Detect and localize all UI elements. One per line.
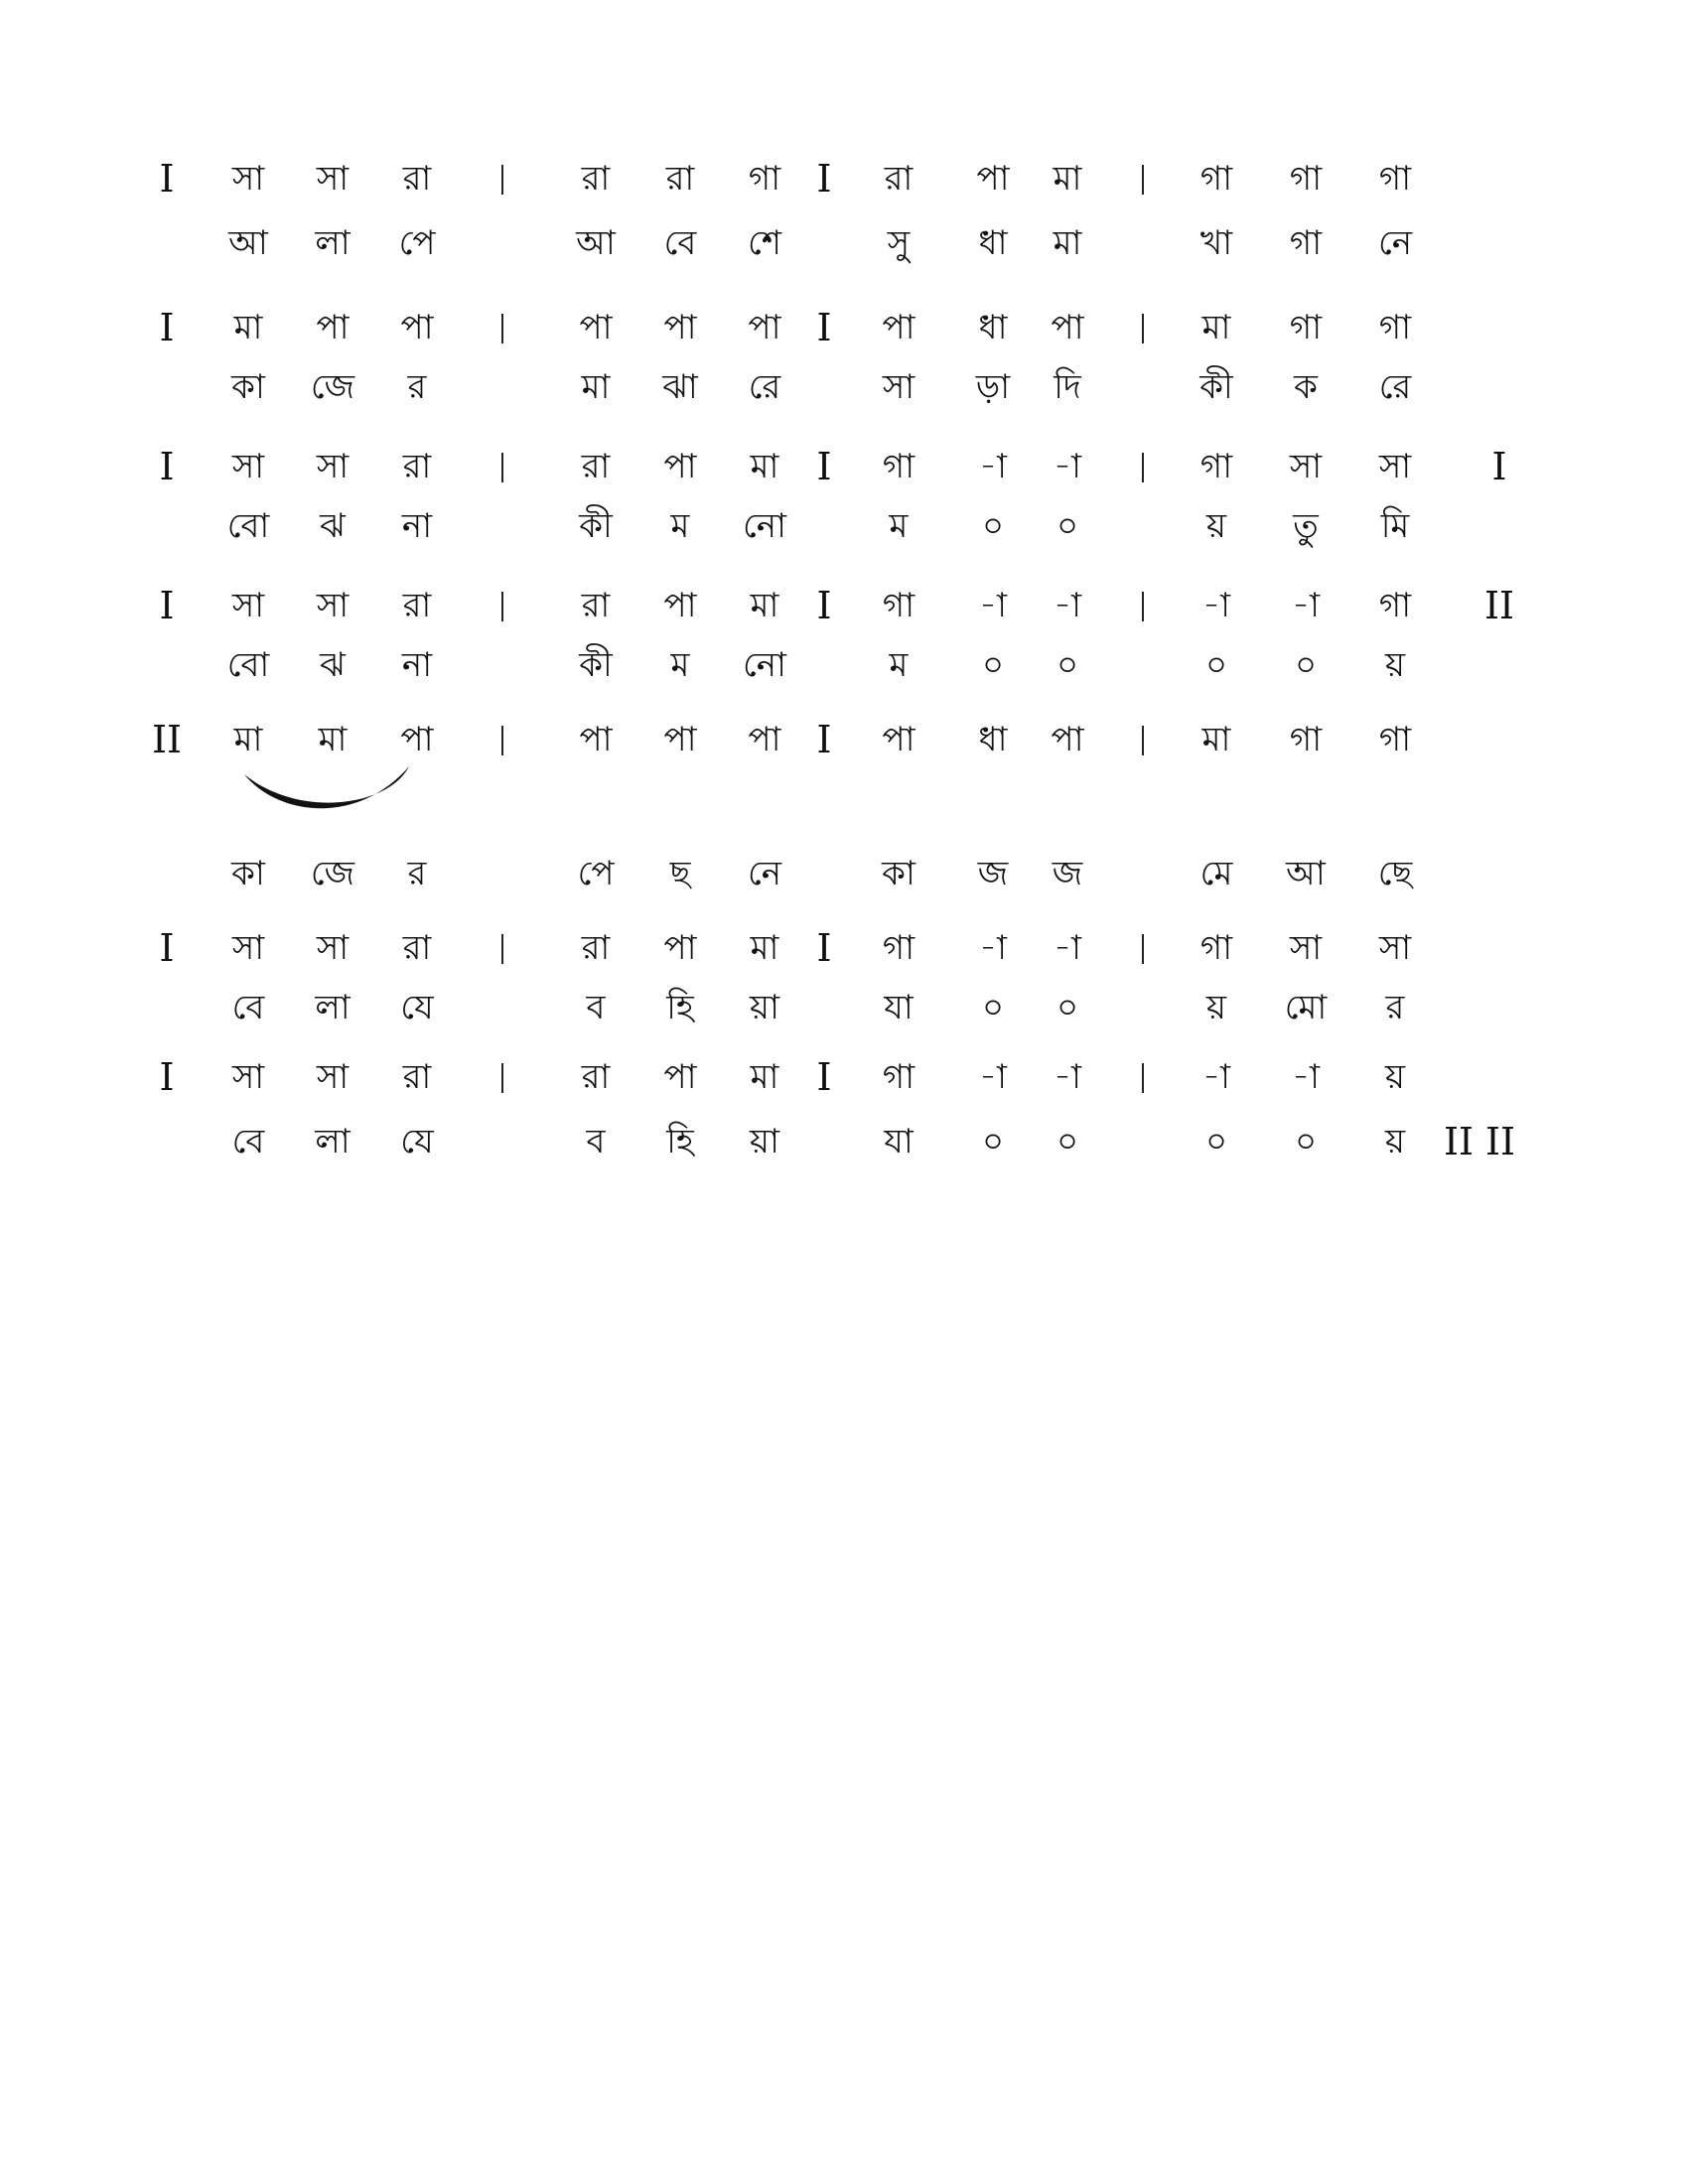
lyric-syllable: ০ bbox=[1204, 645, 1228, 685]
lyric-syllable: যা bbox=[884, 1122, 914, 1161]
swara-note: গা bbox=[1378, 720, 1412, 759]
row-start-mark: I bbox=[159, 157, 175, 201]
lyric-syllable: রে bbox=[1378, 367, 1412, 407]
lyric-syllable: হি bbox=[666, 1122, 694, 1161]
swara-note: রা bbox=[581, 586, 611, 625]
swara-note: পা bbox=[976, 159, 1010, 199]
swara-note: রা bbox=[581, 1057, 611, 1097]
lyric-syllable: য় bbox=[1205, 506, 1227, 546]
lyric-syllable: জ bbox=[977, 854, 1009, 893]
swara-note: রা bbox=[884, 159, 914, 199]
bar-line bbox=[1142, 934, 1144, 964]
lyric-syllable: য় bbox=[1384, 1122, 1406, 1161]
swara-note: মা bbox=[1053, 159, 1082, 199]
section-mark: I bbox=[816, 306, 832, 349]
lyric-syllable: ০ bbox=[1055, 988, 1079, 1027]
swara-note: পা bbox=[663, 586, 697, 625]
bar-line bbox=[1142, 453, 1144, 482]
lyric-syllable: কা bbox=[231, 854, 265, 893]
lyric-syllable: ০ bbox=[1294, 1122, 1318, 1161]
lyric-syllable: শে bbox=[748, 223, 781, 263]
lyric-syllable: মি bbox=[1380, 506, 1410, 546]
lyric-syllable: নো bbox=[743, 645, 786, 685]
swara-note: মা bbox=[1201, 308, 1231, 347]
swara-note: সা bbox=[316, 159, 350, 199]
lyric-syllable: ছ bbox=[669, 854, 691, 893]
lyric-syllable: ০ bbox=[981, 645, 1005, 685]
swara-line bbox=[0, 918, 1688, 978]
lyric-syllable: না bbox=[401, 506, 433, 546]
lyric-line bbox=[0, 635, 1688, 695]
swara-note: সা bbox=[316, 447, 350, 486]
bar-line bbox=[501, 934, 503, 964]
lyric-syllable: য়া bbox=[750, 1122, 779, 1161]
swara-note: সা bbox=[316, 928, 350, 968]
lyric-syllable: ০ bbox=[1055, 645, 1079, 685]
lyric-syllable: ব bbox=[586, 1122, 606, 1161]
lyric-syllable: য় bbox=[1384, 645, 1406, 685]
swara-note: মা bbox=[233, 308, 263, 347]
swara-note: ধা bbox=[978, 308, 1008, 347]
swara-note: গা bbox=[1199, 928, 1233, 968]
lyric-syllable: ০ bbox=[981, 1122, 1005, 1161]
swara-note: রা bbox=[402, 447, 432, 486]
lyric-syllable: ম bbox=[889, 645, 909, 685]
swara-note: -া bbox=[979, 447, 1007, 486]
lyric-syllable: লা bbox=[315, 223, 351, 263]
section-mark: I bbox=[816, 157, 832, 201]
row-start-mark: I bbox=[159, 306, 175, 349]
swara-note: ধা bbox=[978, 720, 1008, 759]
swara-note: -া bbox=[1054, 447, 1081, 486]
swara-note: পা bbox=[1051, 720, 1084, 759]
swara-note: পা bbox=[663, 928, 697, 968]
swara-note: গা bbox=[882, 1057, 915, 1097]
swara-note: রা bbox=[402, 928, 432, 968]
lyric-syllable: ০ bbox=[1204, 1122, 1228, 1161]
swara-note: গা bbox=[748, 159, 781, 199]
swara-note: গা bbox=[1199, 447, 1233, 486]
swara-note: -া bbox=[1054, 928, 1081, 968]
lyric-syllable: বো bbox=[226, 506, 270, 546]
swara-note: পা bbox=[663, 447, 697, 486]
swara-line bbox=[0, 1047, 1688, 1107]
lyric-syllable: নে bbox=[747, 854, 782, 893]
swara-note: গা bbox=[1378, 159, 1412, 199]
lyric-syllable: কী bbox=[579, 506, 613, 546]
swara-note: পা bbox=[579, 308, 613, 347]
bar-line bbox=[501, 592, 503, 621]
lyric-line bbox=[0, 978, 1688, 1037]
lyric-syllable: নো bbox=[743, 506, 786, 546]
swara-note: গা bbox=[1289, 720, 1323, 759]
lyric-syllable: কা bbox=[231, 367, 265, 407]
lyric-syllable: না bbox=[401, 645, 433, 685]
swara-note: -া bbox=[979, 586, 1007, 625]
swara-note: -া bbox=[979, 1057, 1007, 1097]
swara-note: সা bbox=[316, 1057, 350, 1097]
lyric-syllable: সু bbox=[887, 223, 911, 263]
lyric-line bbox=[0, 1112, 1688, 1171]
lyric-syllable: ক bbox=[1294, 367, 1318, 407]
lyric-syllable: আ bbox=[576, 223, 616, 263]
lyric-syllable: কী bbox=[579, 645, 613, 685]
lyric-syllable: য় bbox=[1205, 988, 1227, 1027]
swara-line bbox=[0, 437, 1688, 496]
swara-note: পা bbox=[579, 720, 613, 759]
swara-note: রা bbox=[402, 586, 432, 625]
lyric-syllable: ছে bbox=[1377, 854, 1413, 893]
swara-note: রা bbox=[581, 159, 611, 199]
swara-note: সা bbox=[231, 586, 265, 625]
swara-note: -া bbox=[1292, 586, 1320, 625]
lyric-syllable: ঝা bbox=[662, 367, 698, 407]
lyric-syllable: বে bbox=[231, 1122, 265, 1161]
lyric-syllable: কী bbox=[1199, 367, 1233, 407]
swara-line bbox=[0, 710, 1688, 769]
row-start-mark: I bbox=[159, 926, 175, 970]
swara-note: গা bbox=[1378, 308, 1412, 347]
lyric-syllable: জে bbox=[310, 854, 355, 893]
lyric-syllable: র bbox=[407, 854, 427, 893]
lyric-syllable: সা bbox=[882, 367, 915, 407]
swara-note: পা bbox=[663, 308, 697, 347]
lyric-syllable: জে bbox=[310, 367, 355, 407]
lyric-syllable: যে bbox=[400, 988, 434, 1027]
lyric-syllable: খা bbox=[1199, 223, 1233, 263]
row-end-mark: II bbox=[1483, 584, 1515, 627]
lyric-syllable: আ bbox=[1286, 854, 1326, 893]
lyric-syllable: ম bbox=[889, 506, 909, 546]
swara-line bbox=[0, 298, 1688, 357]
lyric-syllable: ০ bbox=[981, 506, 1005, 546]
lyric-syllable: গা bbox=[1289, 223, 1323, 263]
bar-line bbox=[501, 726, 503, 755]
row-start-mark: II bbox=[151, 718, 183, 761]
swara-note: রা bbox=[402, 1057, 432, 1097]
lyric-syllable: লা bbox=[315, 1122, 351, 1161]
lyric-syllable: মে bbox=[1199, 854, 1233, 893]
swara-note: পা bbox=[400, 720, 434, 759]
lyric-syllable: ম bbox=[670, 645, 690, 685]
bar-line bbox=[1142, 314, 1144, 343]
swara-note: মা bbox=[750, 586, 779, 625]
lyric-syllable: র bbox=[1385, 988, 1405, 1027]
row-start-mark: I bbox=[159, 445, 175, 488]
swara-note: পা bbox=[882, 720, 915, 759]
swara-note: মা bbox=[750, 447, 779, 486]
swara-note: পা bbox=[1051, 308, 1084, 347]
bar-line bbox=[1142, 726, 1144, 755]
lyric-syllable: জ bbox=[1052, 854, 1083, 893]
lyric-line bbox=[0, 496, 1688, 556]
swara-note: সা bbox=[1289, 928, 1323, 968]
swara-note: গা bbox=[882, 586, 915, 625]
lyric-syllable: হি bbox=[666, 988, 694, 1027]
swara-note: মা bbox=[750, 1057, 779, 1097]
lyric-line bbox=[0, 357, 1688, 417]
swara-note: য় bbox=[1384, 1057, 1406, 1097]
lyric-syllable: রে bbox=[748, 367, 781, 407]
swara-note: -া bbox=[1054, 586, 1081, 625]
row-start-mark: I bbox=[159, 1055, 175, 1099]
bar-line bbox=[501, 1063, 503, 1093]
swara-note: মা bbox=[318, 720, 348, 759]
lyric-syllable: মো bbox=[1284, 988, 1328, 1027]
lyric-syllable: ০ bbox=[1055, 506, 1079, 546]
lyric-syllable: যে bbox=[400, 1122, 434, 1161]
swara-note: পা bbox=[882, 308, 915, 347]
section-mark: I bbox=[816, 1055, 832, 1099]
swara-note: -া bbox=[1202, 586, 1230, 625]
swara-line bbox=[0, 149, 1688, 208]
swara-note: সা bbox=[231, 447, 265, 486]
lyric-syllable: ধা bbox=[978, 223, 1008, 263]
row-end-mark: I bbox=[1491, 445, 1507, 488]
lyric-syllable: ঝ bbox=[320, 645, 346, 685]
swara-note: গা bbox=[1289, 159, 1323, 199]
swara-note: সা bbox=[231, 1057, 265, 1097]
swara-note: পা bbox=[663, 720, 697, 759]
swara-note: -া bbox=[1054, 1057, 1081, 1097]
bar-line bbox=[501, 314, 503, 343]
lyric-syllable: মা bbox=[1053, 223, 1082, 263]
swara-note: মা bbox=[750, 928, 779, 968]
lyric-syllable: ঝ bbox=[320, 506, 346, 546]
swara-note: পা bbox=[748, 308, 781, 347]
bar-line bbox=[1142, 592, 1144, 621]
bar-line bbox=[1142, 1063, 1144, 1093]
lyric-syllable: মা bbox=[581, 367, 611, 407]
section-mark: I bbox=[816, 584, 832, 627]
swara-note: সা bbox=[1378, 928, 1412, 968]
lyric-syllable: ম bbox=[670, 506, 690, 546]
swara-note: গা bbox=[1378, 586, 1412, 625]
swara-note: সা bbox=[1378, 447, 1412, 486]
lyric-syllable: য়া bbox=[750, 988, 779, 1027]
swara-note: পা bbox=[663, 1057, 697, 1097]
lyric-line bbox=[0, 213, 1688, 273]
swara-line bbox=[0, 576, 1688, 635]
swara-note: রা bbox=[665, 159, 695, 199]
swara-note: গা bbox=[882, 928, 915, 968]
lyric-syllable: ০ bbox=[1294, 645, 1318, 685]
swara-note: গা bbox=[1289, 308, 1323, 347]
swara-note: রা bbox=[581, 928, 611, 968]
swara-note: রা bbox=[581, 447, 611, 486]
swara-note: মা bbox=[1201, 720, 1231, 759]
swara-note: মা bbox=[233, 720, 263, 759]
lyric-syllable: র bbox=[407, 367, 427, 407]
lyric-syllable: লা bbox=[315, 988, 351, 1027]
swara-note: পা bbox=[316, 308, 350, 347]
row-start-mark: I bbox=[159, 584, 175, 627]
section-mark: I bbox=[816, 926, 832, 970]
lyric-syllable: ০ bbox=[1055, 1122, 1079, 1161]
swara-note: পা bbox=[400, 308, 434, 347]
section-mark: I bbox=[816, 445, 832, 488]
lyric-syllable: ০ bbox=[981, 988, 1005, 1027]
swara-note: -া bbox=[1292, 1057, 1320, 1097]
lyric-syllable: পে bbox=[398, 223, 436, 263]
lyric-syllable: পে bbox=[577, 854, 615, 893]
lyric-syllable: ব bbox=[586, 988, 606, 1027]
final-end-mark: II II bbox=[1443, 1120, 1516, 1163]
swara-note: গা bbox=[1199, 159, 1233, 199]
swara-note: গা bbox=[882, 447, 915, 486]
swara-note: সা bbox=[231, 928, 265, 968]
bar-line bbox=[1142, 165, 1144, 195]
swara-note: পা bbox=[748, 720, 781, 759]
swara-note: সা bbox=[231, 159, 265, 199]
lyric-syllable: কা bbox=[882, 854, 915, 893]
lyric-syllable: দি bbox=[1054, 367, 1081, 407]
slur-mark bbox=[238, 756, 417, 846]
swara-note: রা bbox=[402, 159, 432, 199]
lyric-syllable: আ bbox=[228, 223, 268, 263]
lyric-line bbox=[0, 844, 1688, 903]
lyric-syllable: বে bbox=[663, 223, 697, 263]
swara-note: সা bbox=[1289, 447, 1323, 486]
section-mark: I bbox=[816, 718, 832, 761]
swara-note: সা bbox=[316, 586, 350, 625]
bar-line bbox=[501, 453, 503, 482]
swara-note: -া bbox=[1202, 1057, 1230, 1097]
lyric-syllable: ড়া bbox=[975, 367, 1011, 407]
lyric-syllable: বে bbox=[231, 988, 265, 1027]
lyric-syllable: যা bbox=[884, 988, 914, 1027]
swara-note: -া bbox=[979, 928, 1007, 968]
lyric-syllable: বো bbox=[226, 645, 270, 685]
lyric-syllable: তু bbox=[1293, 506, 1319, 546]
bar-line bbox=[501, 165, 503, 195]
lyric-syllable: নে bbox=[1377, 223, 1413, 263]
